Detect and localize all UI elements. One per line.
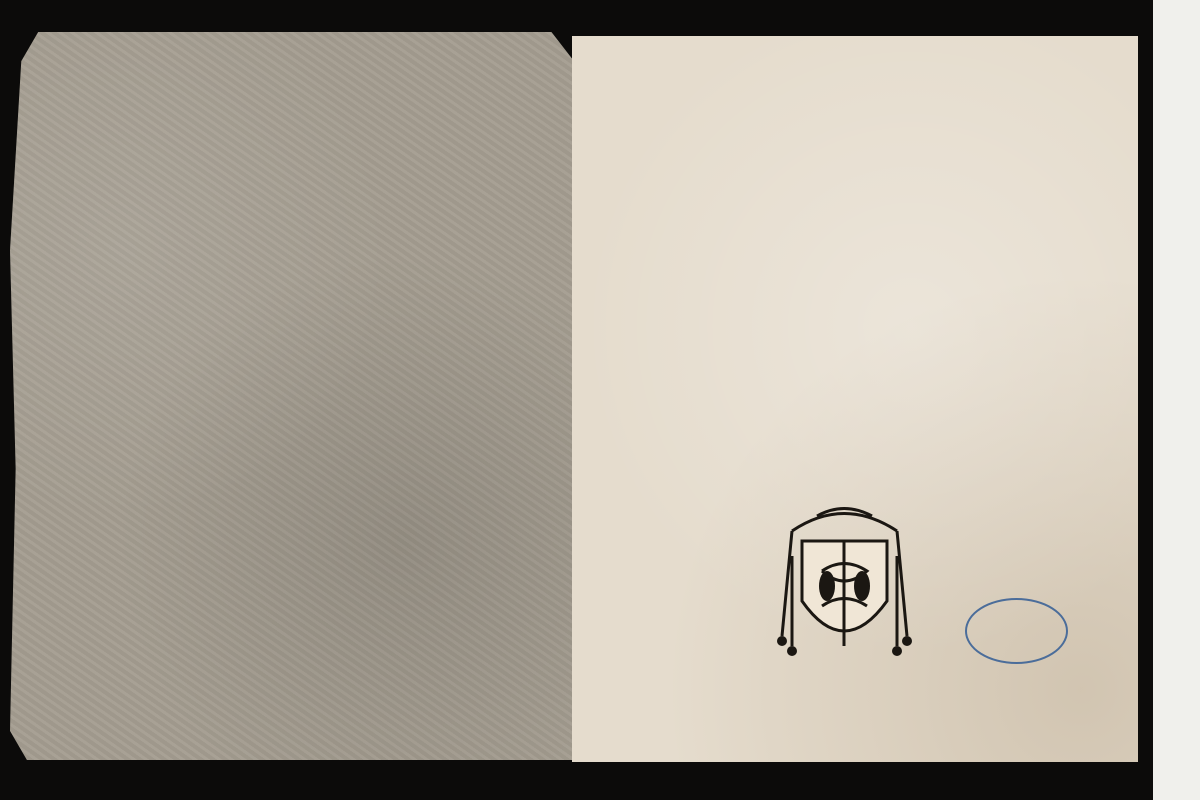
license-line [572, 703, 1138, 721]
library-stamp [965, 598, 1068, 664]
measuring-ruler [1153, 0, 1200, 800]
book-cover [10, 32, 574, 760]
title-page [572, 36, 1138, 762]
coat-of-arms-icon [772, 496, 917, 666]
